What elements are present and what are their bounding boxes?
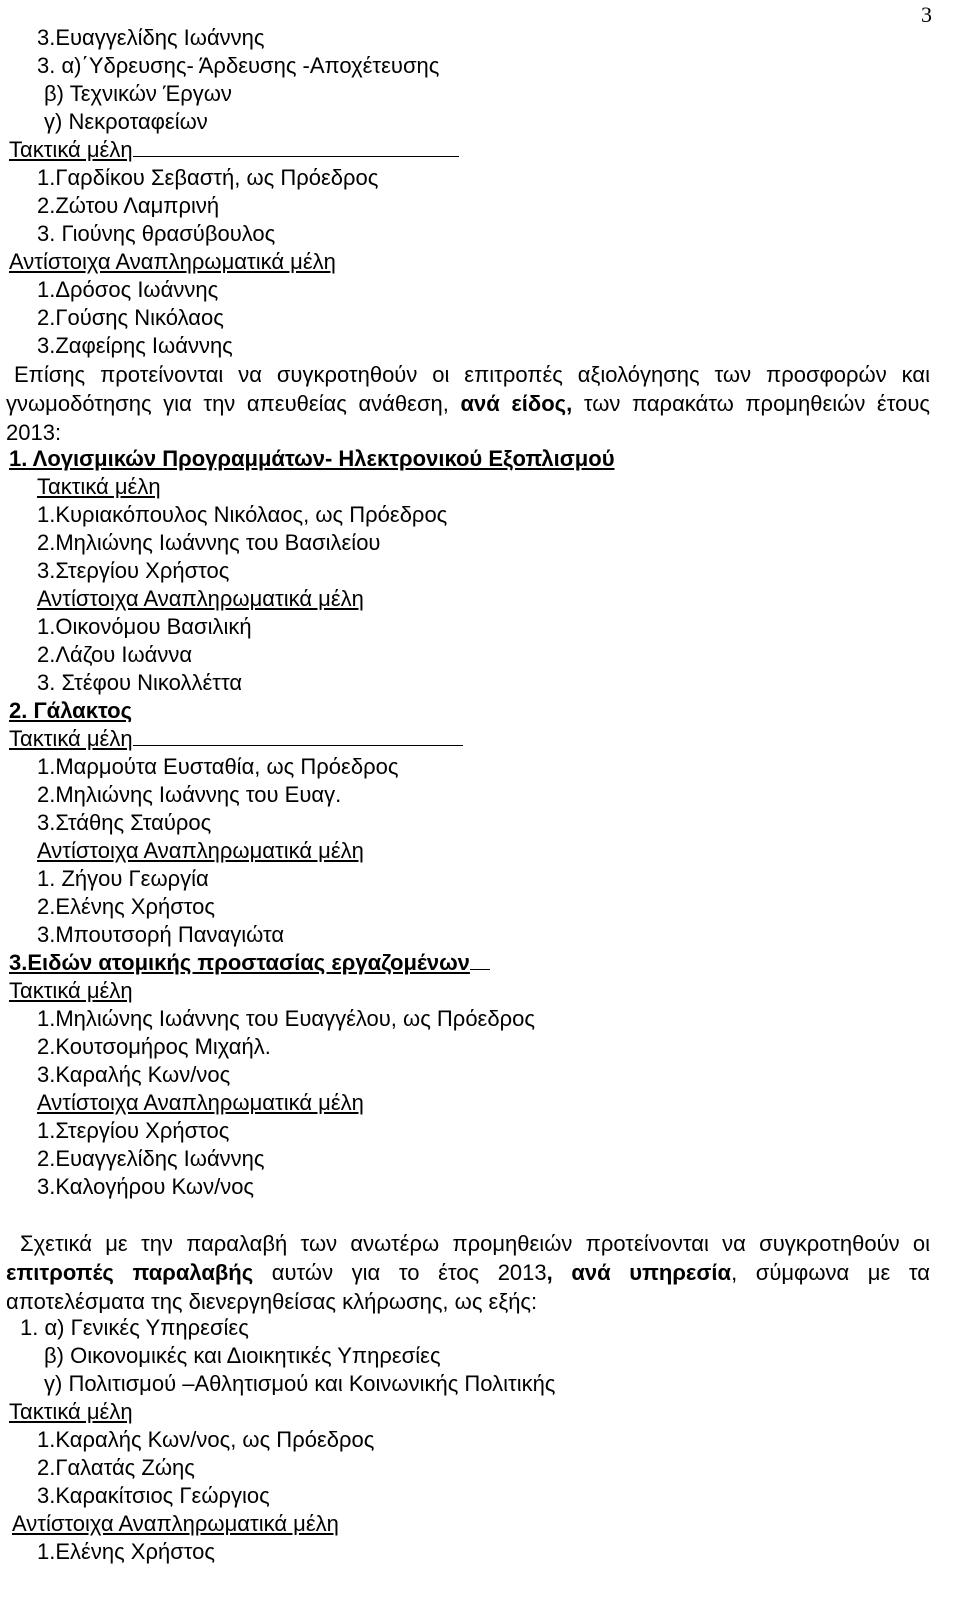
section1-member-3: 3.Στεργίου Χρήστος [37,558,230,583]
intro-line-4: γ) Νεκροταφείων [44,109,208,134]
section3-member-1: 1.Μηλιώνης Ιωάννης του Ευαγγέλου, ως Πρόεδρος [37,1006,535,1031]
underline-fill [133,136,459,157]
section3-alternate-heading: Αντίστοιχα Αναπληρωματικά μέλη [37,1090,364,1115]
intro-regular-heading: Τακτικά μέλη [9,136,459,164]
underline-fill [470,949,490,970]
section2-member-1: 1.Μαρμούτα Ευσταθία, ως Πρόεδρος [37,754,399,779]
section1-member-2: 2.Μηλιώνης Ιωάννης του Βασιλείου [37,530,381,555]
section2-alternate-heading: Αντίστοιχα Αναπληρωματικά μέλη [37,838,364,863]
intro-member-1: 1.Γαρδίκου Σεβαστή, ως Πρόεδρος [37,165,379,190]
intro-member-2: 2.Ζώτου Λαμπρινή [37,193,220,218]
section2-title: 2. Γάλακτος [9,698,133,723]
section2-member-2: 2.Μηλιώνης Ιωάννης του Ευαγ. [37,782,342,807]
page-number: 3 [921,2,932,27]
section2-alternate-1: 1. Ζήγου Γεωργία [37,866,209,891]
section1-alternate-heading: Αντίστοιχα Αναπληρωματικά μέλη [37,586,364,611]
section3-member-3: 3.Καραλής Κων/νος [37,1062,231,1087]
section4-line-3: γ) Πολιτισμού –Αθλητισμού και Κοινωνικής Πολιτικής [44,1371,556,1396]
section3-title: 3.Ειδών ατομικής προστασίας εργαζομένων [9,949,490,977]
section2-alternate-3: 3.Μπουτσορή Παναγιώτα [37,922,285,947]
underline-fill [133,725,463,746]
section1-alternate-3: 3. Στέφου Νικολλέττα [37,670,243,695]
intro-alternate-1: 1.Δρόσος Ιωάννης [37,277,219,302]
evaluation-paragraph: Επίσης προτείνονται να συγκροτηθούν οι επιτροπές αξιολόγησης των προσφορών και γνωμοδότησης για την απευθείας ανάθεση, ανά είδος, των παρακάτω προμηθειών έτους 2013: [6,362,930,445]
section4-alternate-1: 1.Ελένης Χρήστος [37,1539,215,1564]
intro-line-3: β) Τεχνικών Έργων [44,81,232,106]
section4-member-1: 1.Καραλής Κων/νος, ως Πρόεδρος [37,1427,375,1452]
intro-alternate-3: 3.Ζαφείρης Ιωάννης [37,333,233,358]
section4-regular-heading: Τακτικά μέλη [9,1399,133,1424]
section2-regular-heading: Τακτικά μέλη [9,725,463,753]
section4-line-1: 1. α) Γενικές Υπηρεσίες [20,1315,249,1340]
section3-alternate-2: 2.Ευαγγελίδης Ιωάννης [37,1146,265,1171]
section1-member-1: 1.Κυριακόπουλος Νικόλαος, ως Πρόεδρος [37,502,448,527]
section2-member-3: 3.Στάθης Σταύρος [37,810,212,835]
section1-alternate-1: 1.Οικονόμου Βασιλική [37,614,252,639]
section3-alternate-1: 1.Στεργίου Χρήστος [37,1118,230,1143]
section2-alternate-2: 2.Ελένης Χρήστος [37,894,215,919]
section4-line-2: β) Οικονομικές και Διοικητικές Υπηρεσίες [44,1343,441,1368]
section4-alternate-heading: Αντίστοιχα Αναπληρωματικά μέλη [12,1511,339,1536]
intro-member-3: 3. Γιούνης θρασύβουλος [37,221,276,246]
section4-member-3: 3.Καρακίτσιος Γεώργιος [37,1483,270,1508]
section1-alternate-2: 2.Λάζου Ιωάννα [37,642,193,667]
section1-title: 1. Λογισμικών Προγραμμάτων- Ηλεκτρονικού Εξοπλισμού [9,446,615,471]
intro-line-1: 3.Ευαγγελίδης Ιωάννης [37,25,265,50]
intro-line-2: 3. α)΄Υδρευσης- Άρδευσης -Αποχέτευσης [37,53,440,78]
section1-regular-heading: Τακτικά μέλη [37,474,161,499]
section4-member-2: 2.Γαλατάς Ζώης [37,1455,195,1480]
receipt-paragraph: Σχετικά με την παραλαβή των ανωτέρω προμηθειών προτείνονται να συγκροτηθούν οι επιτροπές παραλαβής αυτών για το έτος 2013, ανά υπηρεσία, σύμφωνα με τα αποτελέσματα της διενεργηθείσας κλήρωσης, ως εξής: [6,1231,930,1314]
intro-alternate-2: 2.Γούσης Νικόλαος [37,305,224,330]
intro-alternate-heading: Αντίστοιχα Αναπληρωματικά μέλη [9,249,336,274]
section3-member-2: 2.Κουτσομήρος Μιχαήλ. [37,1034,271,1059]
section3-alternate-3: 3.Καλογήρου Κων/νος [37,1174,255,1199]
section3-regular-heading: Τακτικά μέλη [9,978,133,1003]
